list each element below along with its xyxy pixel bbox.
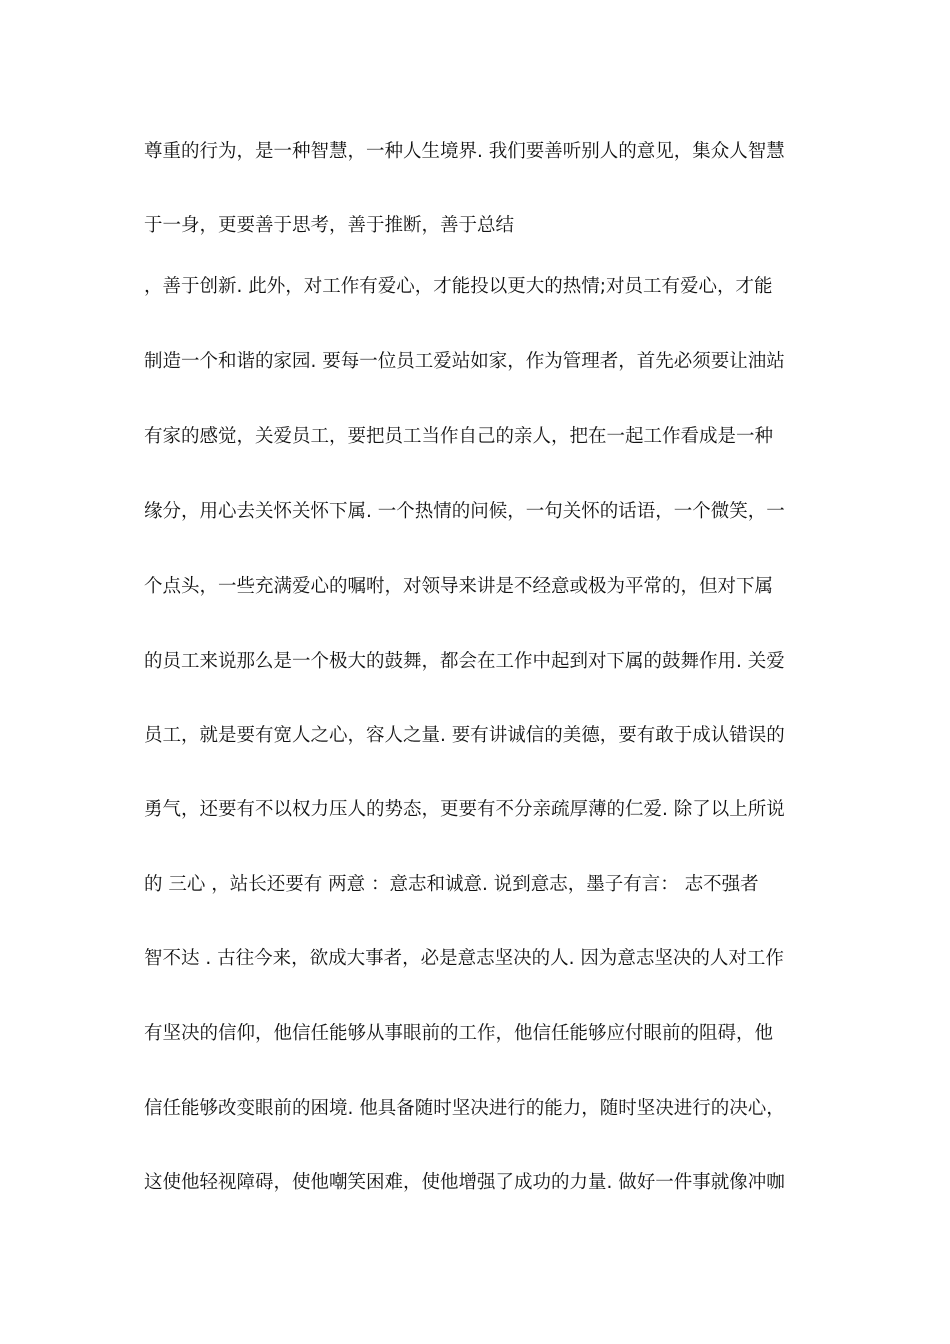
text-line: 员工，就是要有宽人之心，容人之量. 要有讲诚信的美德，要有敢于成认错误的 xyxy=(144,725,785,746)
text-line: 的 三心 ，站长还要有 两意 ：意志和诚意. 说到意志，墨子有言： 志不强者 xyxy=(144,874,759,895)
text-line: 缘分，用心去关怀关怀下属. 一个热情的问候，一句关怀的话语，一个微笑，一 xyxy=(144,501,785,522)
text-line: 于一身，更要善于思考，善于推断，善于总结 xyxy=(144,215,515,236)
text-line: 制造一个和谐的家园. 要每一位员工爱站如家，作为管理者，首先必须要让油站 xyxy=(144,351,785,372)
text-line: 这使他轻视障碍，使他嘲笑困难，使他增强了成功的力量. 做好一件事就像冲咖 xyxy=(144,1172,785,1193)
text-line: 信任能够改变眼前的困境. 他具备随时坚决进行的能力，随时坚决进行的决心， xyxy=(144,1098,785,1119)
text-line: 个点头，一些充满爱心的嘱咐，对领导来讲是不经意或极为平常的，但对下属 xyxy=(144,576,774,597)
text-line: 有坚决的信仰，他信任能够从事眼前的工作，他信任能够应付眼前的阻碍，他 xyxy=(144,1023,774,1044)
text-line: 尊重的行为，是一种智慧，一种人生境界. 我们要善听别人的意见，集众人智慧 xyxy=(144,141,785,162)
text-line: 有家的感觉，关爱员工，要把员工当作自己的亲人，把在一起工作看成是一种 xyxy=(144,426,774,447)
text-line: 勇气，还要有不以权力压人的势态，更要有不分亲疏厚薄的仁爱. 除了以上所说 xyxy=(144,799,785,820)
text-line: ，善于创新. 此外，对工作有爱心，才能投以更大的热情;对员工有爱心，才能 xyxy=(144,276,773,297)
text-line: 智不达 . 古往今来，欲成大事者，必是意志坚决的人. 因为意志坚决的人对工作 xyxy=(144,948,784,969)
text-line: 的员工来说那么是一个极大的鼓舞，都会在工作中起到对下属的鼓舞作用. 关爱 xyxy=(144,651,785,672)
